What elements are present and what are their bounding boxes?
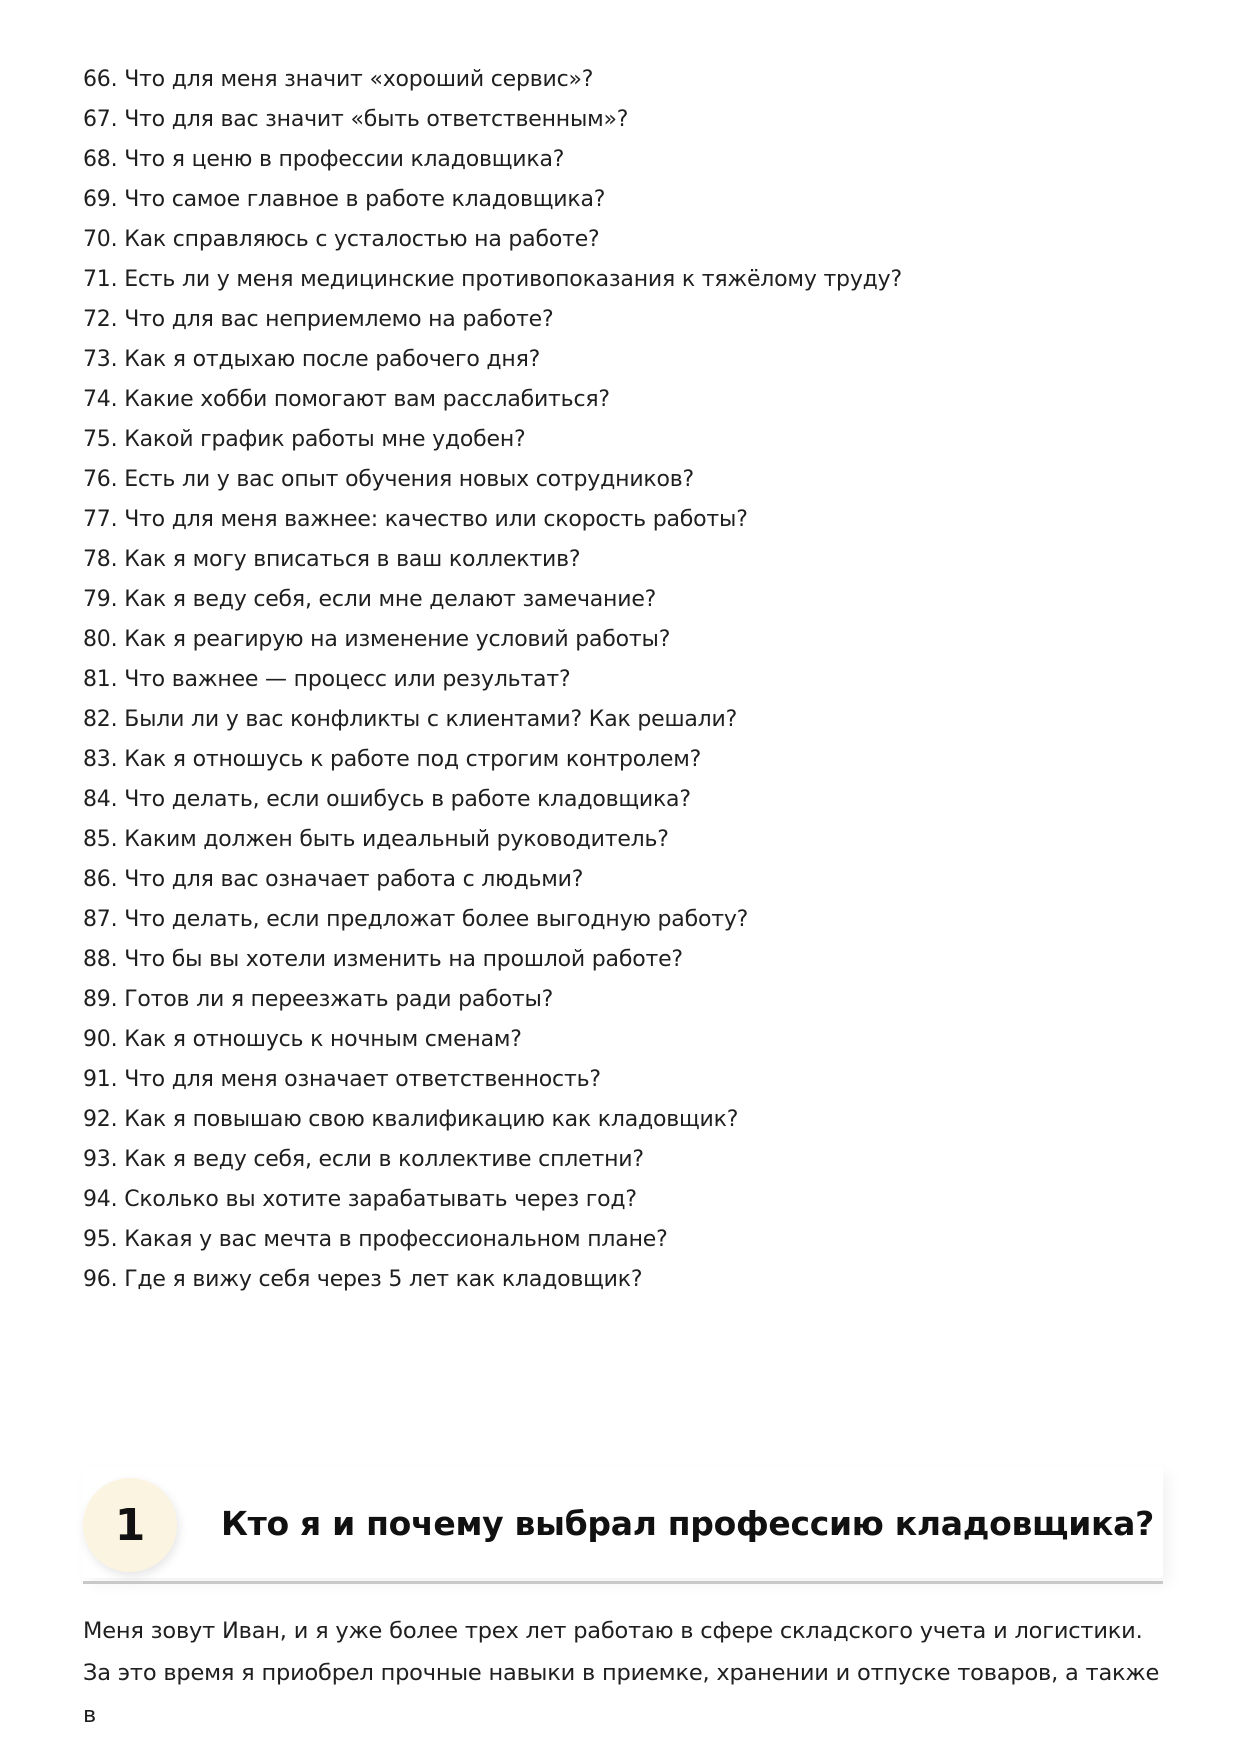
question-text: Что для вас значит «быть ответственным»? xyxy=(124,107,629,132)
question-item xyxy=(83,1260,1163,1300)
question-number: 80. xyxy=(83,627,118,652)
question-item xyxy=(83,460,1163,500)
question-number: 94. xyxy=(83,1187,118,1212)
question-text: Как я отношусь к работе под строгим контролем? xyxy=(124,747,702,772)
question-text: Что делать, если предложат более выгодную работу? xyxy=(124,907,749,932)
question-text: Как я повышаю свою квалификацию как кладовщик? xyxy=(124,1107,739,1132)
question-text: Что для вас неприемлемо на работе? xyxy=(124,307,554,332)
question-number: 75. xyxy=(83,427,118,452)
question-text: Как я отношусь к ночным сменам? xyxy=(124,1027,522,1052)
question-text: Какие хобби помогают вам расслабиться? xyxy=(124,387,610,412)
question-number: 86. xyxy=(83,867,118,892)
question-item xyxy=(83,500,1163,540)
question-number: 87. xyxy=(83,907,118,932)
question-item xyxy=(83,260,1163,300)
question-item xyxy=(83,300,1163,340)
question-number: 85. xyxy=(83,827,118,852)
question-item xyxy=(83,580,1163,620)
question-number: 66. xyxy=(83,67,118,92)
question-text: Есть ли у меня медицинские противопоказания к тяжёлому труду? xyxy=(124,267,902,292)
question-number: 93. xyxy=(83,1147,118,1172)
question-number: 74. xyxy=(83,387,118,412)
question-number: 77. xyxy=(83,507,118,532)
question-number: 96. xyxy=(83,1267,118,1292)
question-text: Каким должен быть идеальный руководитель? xyxy=(124,827,669,852)
question-number: 78. xyxy=(83,547,118,572)
question-item xyxy=(83,1100,1163,1140)
question-item xyxy=(83,340,1163,380)
question-item xyxy=(83,620,1163,660)
question-text: Что для меня значит «хороший сервис»? xyxy=(124,67,594,92)
question-text: Что для меня важнее: качество или скорость работы? xyxy=(124,507,748,532)
question-item xyxy=(83,100,1163,140)
question-number: 88. xyxy=(83,947,118,972)
question-text: Есть ли у вас опыт обучения новых сотрудников? xyxy=(124,467,695,492)
question-text: Что делать, если ошибусь в работе кладовщика? xyxy=(124,787,691,812)
question-item xyxy=(83,980,1163,1020)
question-number: 70. xyxy=(83,227,118,252)
section-number-badge: 1 xyxy=(83,1478,177,1572)
question-number: 71. xyxy=(83,267,118,292)
question-list xyxy=(83,60,1163,1300)
question-number: 83. xyxy=(83,747,118,772)
question-text: Что бы вы хотели изменить на прошлой работе? xyxy=(124,947,683,972)
question-number: 89. xyxy=(83,987,118,1012)
question-item xyxy=(83,180,1163,220)
question-text: Какой график работы мне удобен? xyxy=(124,427,526,452)
question-item xyxy=(83,540,1163,580)
question-number: 73. xyxy=(83,347,118,372)
question-item xyxy=(83,700,1163,740)
question-number: 95. xyxy=(83,1227,118,1252)
question-text: Что для меня означает ответственность? xyxy=(124,1067,601,1092)
question-text: Как я могу вписаться в ваш коллектив? xyxy=(124,547,581,572)
question-item xyxy=(83,420,1163,460)
question-item xyxy=(83,900,1163,940)
question-number: 81. xyxy=(83,667,118,692)
question-item xyxy=(83,1060,1163,1100)
question-number: 91. xyxy=(83,1067,118,1092)
question-item xyxy=(83,820,1163,860)
question-item xyxy=(83,940,1163,980)
question-item xyxy=(83,1220,1163,1260)
question-text: Как я отдыхаю после рабочего дня? xyxy=(124,347,541,372)
question-item xyxy=(83,860,1163,900)
question-text: Готов ли я переезжать ради работы? xyxy=(124,987,554,1012)
question-number: 76. xyxy=(83,467,118,492)
question-item xyxy=(83,60,1163,100)
question-item xyxy=(83,1020,1163,1060)
question-item xyxy=(83,1180,1163,1220)
question-item xyxy=(83,1140,1163,1180)
question-text: Как справляюсь с усталостью на работе? xyxy=(124,227,600,252)
question-text: Сколько вы хотите зарабатывать через год? xyxy=(124,1187,637,1212)
question-number: 92. xyxy=(83,1107,118,1132)
section-title: Кто я и почему выбрал профессию кладовщика? xyxy=(221,1503,1154,1543)
question-item xyxy=(83,740,1163,780)
question-text: Как я веду себя, если мне делают замечание? xyxy=(124,587,657,612)
question-item xyxy=(83,380,1163,420)
question-text: Какая у вас мечта в профессиональном плане? xyxy=(124,1227,668,1252)
question-number: 90. xyxy=(83,1027,118,1052)
question-item xyxy=(83,220,1163,260)
question-item xyxy=(83,660,1163,700)
question-number: 79. xyxy=(83,587,118,612)
question-text: Как я реагирую на изменение условий работы? xyxy=(124,627,671,652)
question-text: Что для вас означает работа с людьми? xyxy=(124,867,584,892)
question-number: 82. xyxy=(83,707,118,732)
question-item xyxy=(83,140,1163,180)
section-divider xyxy=(83,1581,1163,1584)
section-heading xyxy=(83,1468,1163,1578)
question-text: Были ли у вас конфликты с клиентами? Как решали? xyxy=(124,707,738,732)
question-number: 67. xyxy=(83,107,118,132)
question-text: Что самое главное в работе кладовщика? xyxy=(124,187,606,212)
question-number: 84. xyxy=(83,787,118,812)
question-number: 69. xyxy=(83,187,118,212)
intro-paragraph: Меня зовут Иван, и я уже более трех лет работаю в сфере складского учета и логистики. За это время я приобрел прочные навыки в приемке, хранении и отпуске товаров, а также в xyxy=(83,1618,1160,1728)
question-number: 68. xyxy=(83,147,118,172)
question-item xyxy=(83,780,1163,820)
question-text: Как я веду себя, если в коллективе сплетни? xyxy=(124,1147,644,1172)
question-text: Что я ценю в профессии кладовщика? xyxy=(124,147,565,172)
question-text: Что важнее — процесс или результат? xyxy=(124,667,571,692)
question-text: Где я вижу себя через 5 лет как кладовщик? xyxy=(124,1267,643,1292)
question-number: 72. xyxy=(83,307,118,332)
